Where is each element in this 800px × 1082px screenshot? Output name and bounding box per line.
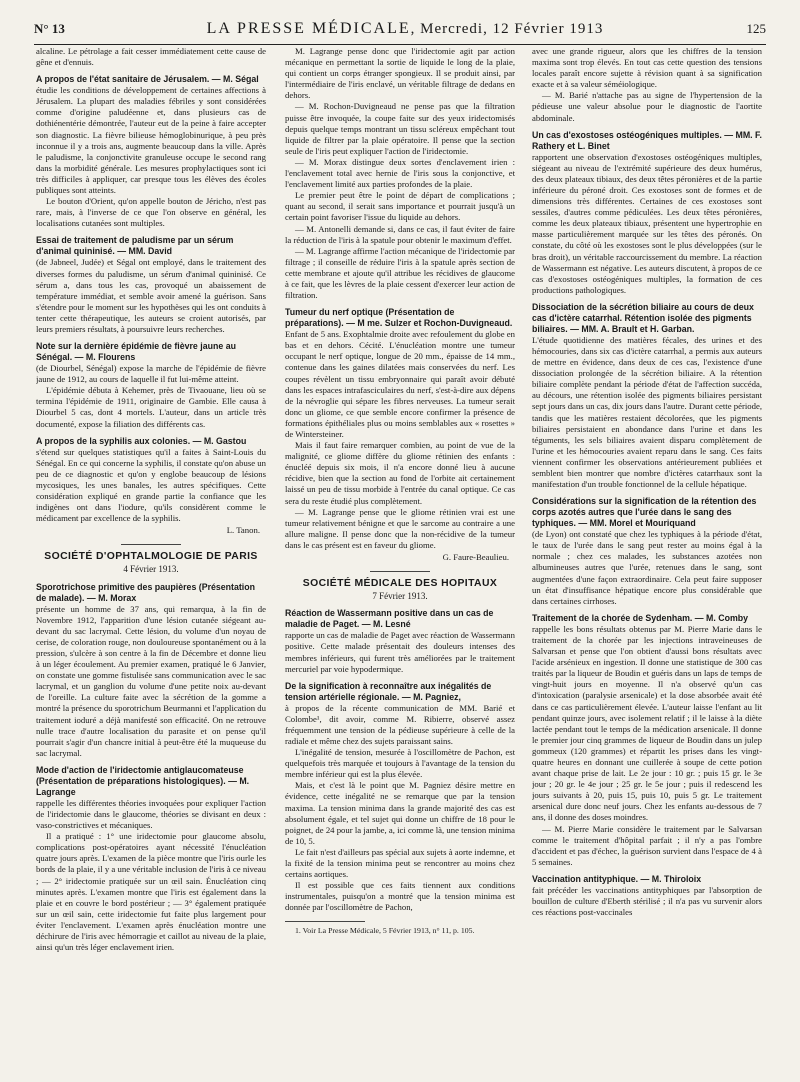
paragraph: Le bouton d'Orient, qu'on appelle bouton de Jéricho, n'est pas rare, mais, à l'inverse de ce que l'on observe en général, les localisations cutanées sont multiples. — [36, 196, 266, 229]
session-date: 4 Février 1913. — [123, 564, 179, 575]
paragraph: — M. Lagrange pense que le gliome rétinien vrai est une tumeur relativement bénigne et que le sarcome au contraire a une allure maligne. Il pense donc que la non-récidive de la tumeur dans le cas présent est en faveur du gliome. — [285, 506, 515, 550]
column-2 — [285, 46, 515, 1076]
issue-date: , Mercredi, 12 Février 1913 — [410, 21, 604, 37]
article-heading: Essai de traitement de paludisme par un sérum d'animal quininisé. — MM. David — [36, 235, 234, 257]
paragraph: alcaline. Le pétrolage a fait cesser immédiatement cette cause de gêne et d'ennuis. — [36, 46, 266, 68]
section-divider — [121, 544, 181, 545]
article-heading: Dissociation de la sécrétion biliaire au cours de deux cas d'ictère catarrhal. Rétention isolée des pigments biliaires. — MM. A. Brault et H. Garban. — [532, 301, 754, 334]
paragraph: M. Lagrange pense donc que l'iridectomie agit par action mécanique en permettant la sortie de liquide le long de la plaie, qui contient un corps étranger spongieux. Il se produit ainsi, par l'intermédiaire de l'iris enclavé, un véritable filtrage de dedans en dehors. — [285, 46, 515, 101]
paragraph: Mais il faut faire remarquer combien, au point de vue de la malignité, ce gliome diffère du gliome rétinien des enfants : énucléé depuis six mois, il n'a encore donné lieu à aucune récidive, bien que la section au fond de l'orbite ait certainement laissé un peu de tissu morbide à l'entrée du canal optique. Ce cas sera du reste étudié plus complètement. — [285, 440, 515, 506]
paper-name: LA PRESSE MÉDICALE — [206, 20, 411, 37]
paragraph: Le premier peut être le point de départ de complications ; quant au second, il serait sans importance et pourrait jusqu'à un certain point favoriser l'issue du liquide au dehors. — [285, 190, 515, 223]
paragraph: L'épidémie débuta à Kehemer, près de Tivaouane, lieu où se termina l'épidémie de 1911, originaire de Gambie. Elle causa à Diourbel 5 cas, dont 4 mortels. L'auteur, dans un article très documenté, expose la filiation des différents cas. — [36, 385, 266, 429]
paragraph: (de Lyon) ont constaté que chez les typhiques à la période d'état, le taux de l'urée dans le sang peut rester au moins égal à la normale ; chez ces malades, les substances azotées non albumineuses autres que l'urée, retenues dans le sang, sont augmentées d'une façon extraordinaire. Cela peut faire supposer un état d'insuffisance hépatique encore plus considérable que dans certaines cirrhoses. — [532, 529, 762, 606]
paragraph: s'étend sur quelques statistiques qu'il a faites à Saint-Louis du Sénégal. En ce qui concerne la syphilis, il constate qu'on abuse un peu de ce diagnostic et qu'on y englobe beaucoup de lésions mycosiques, les unes banales, les autres spécifiques. Cette considération expliqué en grande partie la confiance que les indigènes ont dans l'iodure, qu'ils considèrent comme le médicament par excellence de la syphilis. — [36, 446, 266, 524]
paragraph: rapporte un cas de maladie de Paget avec réaction de Wassermann positive. Cette malade présentait des douleurs intenses des membres inférieurs, qui furent très améliorées par le traitement mercuriel par voie hypodermique. — [285, 630, 515, 674]
page-header — [34, 20, 766, 45]
article-heading: A propos de l'état sanitaire de Jérusalem. — M. Ségal — [36, 74, 259, 85]
article-heading: Traitement de la chorée de Sydenham. — M. Comby — [532, 612, 749, 623]
section-divider — [370, 571, 430, 572]
masthead — [104, 20, 706, 38]
paragraph: — M. Pierre Marie considère le traitement par le Salvarsan comme le traitement d'hôpital parfait ; il n'y a pas l'ombre d'accident et pas d'échec, la guérison survient dans l'espace de 4 à 5 semaines. — [532, 823, 762, 867]
paragraph: L'inégalité de tension, mesurée à l'oscillomètre de Pachon, est quelquefois très marquée et toujours à l'avantage de la tension du membre inférieur qui est la plus élevée. — [285, 747, 515, 780]
article-heading: Réaction de Wassermann positive dans un cas de maladie de Paget. — M. Lesné — [285, 608, 494, 630]
paragraph: Enfant de 5 ans. Exophtalmie droite avec refoulement du globe en bas et en dehors. Cécité. L'énucléation montre une tumeur occupant le nerf optique, longue de 20 mm., épaisse de 14 mm., contenue dans les gaines dilatées mais conservées du nerf. Les coupes révèlent un tissu embryonnaire qui paraît avoir débuté dans les espaces intrafasciculaires du nerf, s'est-à-dire aux dépens de la névroglie qui sépare les fibres nerveuses. La tumeur serait donc un gliome, ce que semble encore confirmer la présence de formations épithéliales plus ou moins semblables aux « rosettes » de Wintersteiner. — [285, 329, 515, 439]
article-heading: Considérations sur la signification de la rétention des corps azotés autres que l'urée dans le sang des typhiques. — MM. Morel et Mouriquand — [532, 496, 757, 529]
paragraph: Mais, et c'est là le point que M. Pagniez désire mettre en évidence, cette inégalité ne se remarque que par la tension maxima. La tension minima dans la grande majorité des cas est absolument égale, et tel sujet qui donne un chiffre de 18 pour le poignet, de 24 pour la jambe, a, ici comme là, une tension minima de 10, 5. — [285, 780, 515, 846]
article-heading: A propos de la syphilis aux colonies. — M. Gastou — [36, 435, 247, 446]
paragraph: à propos de la récente communication de MM. Barié et Colombe¹, dit avoir, comme M. Ribierre, observé assez fréquemment une tension de la pédieuse supérieure à celle de la radiale et même chez des sujets paraissant sains. — [285, 702, 515, 746]
paragraph: rapportent une observation d'exostoses ostéogéniques multiples, siégeant au niveau de l'extrémité supérieure des deux humérus, des deux plateaux tibiaux, des deux têtes péronières et de la partie inférieure du péroné droit. Ces exostoses sont de formes et de dimensions très différentes. Certaines de ces exostoses sont sessiles, d'autres comme pédiculées. Les deux têtes péronières, comme les deux plateaux tibiaux, présentent une hypertrophie en masse particulièrement marquée sur les têtes des péronés. On constate, du côté où les exostoses sont le plus développées (sur le bras droit), un véritable raccourcissement du membre. La réaction de Wassermann est négative. Les auteurs discutent, à propos de ce cas d'exostoses ostéogéniques multiples, la formation de ces productions pathologiques. — [532, 151, 762, 295]
article-heading: Vaccination antityphique. — M. Thiroloix — [532, 873, 702, 884]
paragraph: avec une grande rigueur, alors que les chiffres de la tension maxima sont trop élevés. En tout cas cette question des tensions locales paraît encore sujette à révision quant à sa signification exacte et à sa valeur séméiologique. — [532, 46, 762, 90]
paragraph: fait précéder les vaccinations antityphiques par l'absorption de bouillon de culture d'Eberth stérilisé ; il n'a pas vu survenir alors ces réactions post-vaccinales — [532, 884, 762, 918]
article-heading: Un cas d'exostoses ostéogéniques multiples. — MM. F. Rathery et L. Binet — [532, 129, 762, 151]
author-signature: L. Tanon. — [226, 525, 260, 536]
article-heading: Tumeur du nerf optique (Présentation de préparations). — M me. Sulzer et Rochon-Duvigneaud. — [285, 307, 513, 329]
column-1 — [36, 46, 266, 1076]
paragraph: Il a pratiqué : 1° une iridectomie pour glaucome absolu, complications post-opératoires ayant nécessité l'énucléation quatre jours après. L'examen de la pièce montre que l'iris ourle les bords de la plaie, il y a une véritable inclusion de l'iris à ce niveau ; — 2° iridectomie pratiquée sur un œil sain. Énucléation cinq minutes après. L'examen montre que l'iris est également dans la plaie et en couvre le bord postérieur ; — 3° également pratiquée sur un œil sain, cette iridectomie fut faite plus largement pour éviter l'enclavement. L'examen après énucléation montre une déchirure de l'iris avec hémorragie et caillot au niveau de la plaie, ainsi qu'un très léger enclavement irien. — [36, 831, 266, 953]
paragraph: présente un homme de 37 ans, qui remarqua, à la fin de Novembre 1912, l'apparition d'une lésion cutanée siégeant au-devant du sac lacrymal. Cette lésion, du volume d'un noyau de cerise, de coloration rouge, non douloureuse spontanément ou à la pression, s'ulcère à son centre à la fin de Décembre et donne lieu à un léger écoulement. Au premier examen, pratiqué le 6 Janvier, on constate une gomme fistulisée sans communication avec le sac lacrymal, et un ganglion du volume d'une petite noix au-devant de l'oreille. La culture faite avec la sécrétion de la gomme a montré la présence du sporotrichum Beurmanni et l'application du traitement ioduré a déjà manifesté son efficacité. On ne retrouve nulle trace d'autre localisation du parasite et on pense qu'il pourrait s'agir d'un chancre initial à peut-être été la muqueuse du sac lacrymal. — [36, 603, 266, 758]
column-3 — [532, 46, 762, 1076]
paragraph: — M. Barié n'attache pas au signe de l'hypertension de la pédieuse une valeur absolue pour le diagnostic de l'aortite abdominale. — [532, 90, 762, 123]
society-title: SOCIÉTÉ MÉDICALE DES HOPITAUX — [302, 578, 498, 590]
society-title: SOCIÉTÉ D'OPHTALMOLOGIE DE PARIS — [44, 551, 258, 563]
author-signature: G. Faure-Beaulieu. — [442, 552, 509, 563]
article-heading: Sporotrichose primitive des paupières (Présentation de malade). — M. Morax — [36, 581, 256, 603]
footnote: 1. Voir La Presse Médicale, 5 Février 1913, n° 11, p. 105. — [295, 926, 475, 936]
paragraph: L'étude quotidienne des matières fécales, des urines et des hémocouries, dans six cas d'ictère catarrhal, a permis aux auteurs de mettre en évidence, dans deux de ces cas, l'existence d'une dissociation prolongée de la sécrétion biliaire. A la rétention biliaire complète pendant la période d'état de l'affection succéda, au décours, une rétention isolée des pigments biliaires persistant sept jours dans un cas, dix jours dans l'autre. Durant cette période, tandis que les matières restaient décolorées, que les pigments biliaires persistaient en abondance dans l'urine et dans les téguments, les sels biliaires avaient disparu complètement de l'urine et les hémocouries avaient reparu dans le sang. Ces faits viennent confirmer les observations antérieurement publiées et semblent bien montrer que nombre d'ictères catarrhaux sont la manifestation d'un trouble fonctionnel de la cellule hépatique. — [532, 334, 762, 490]
page-number: 125 — [746, 21, 766, 36]
paragraph: rappelle les bons résultats obtenus par M. Pierre Marie dans le traitement de la chorée par les injections intraveineuses de Salvarsan et pense que l'on obtient d'aussi bons résultats avec l'acide arsénieux en ingestion. Il donne une statistique de 300 cas traités par la liqueur de Boudin et guéris dans un laps de temps de vingt-huit jours en moyenne. Il n'a observé qu'un cas d'intoxication (paralysie arsenicale) et la dose absorbée avait été dans ce cas particulièrement élevée. L'auteur laisse l'enfant au lit pendant quinze jours, avec isolement relatif ; il le laisse à la diète lactée pendant tout le temps de la médication arsenicale. Il donne le premier jour cinq grammes de liqueur de Boudin dans un julep gommeux (120 grammes) et répartit les prises dans les vingt-quatre heures en donnant une cuillerée à soupe de cette potion avant chaque prise de lait. Le 2e jour : 10 gr. ; puis 15 gr. le 3e jour ; 20 gr. le 4e jour ; 25 gr. le 5e jour ; puis il redescend les jours suivants à 20, puis 15, puis 10, puis 5 gr. Le traitement arsenical dure donc neuf jours. Chez les enfants au-dessous de 7 ans, il donne des doses moindres. — [532, 623, 762, 823]
article-heading: De la signification à reconnaître aux inégalités de tension artérielle régionale. — M. Pagniez, — [285, 680, 492, 702]
footnote-divider — [285, 921, 365, 922]
paragraph: — M. Lagrange affirme l'action mécanique de l'iridectomie par filtrage ; il conseille de réduire l'iris à la spatule après section de cette membrane et ajoute qu'il attribue les récidives de glaucome à ce fait, que les lèvres de la plaie cessent d'exercer leur action de filtration. — [285, 245, 515, 301]
paragraph: — M. Antonelli demande si, dans ce cas, il faut éviter de faire la réduction de l'iris à la spatule pour obtenir le maximum d'effet. — [285, 223, 515, 245]
paragraph: — M. Rochon-Duvigneaud ne pense pas que la filtration puisse être invoquée, la coupe faite sur des yeux iridectomisés depuis quelque temps montrant un tissu scléreux empêchant tout liquide de filtrer par la plaie opératoire. Il pense que la section seule de l'iris peut expliquer l'action de l'iridectomie. — [285, 101, 515, 156]
paragraph: étudie les conditions de développement de certaines affections à Jérusalem. La plupart des maladies fébriles y sont considérées comme d'origine paludéenne et, dans plusieurs cas de dothiénentérie démontrée, l'auteur eut de la peine à faire accepter son diagnostic. La fièvre bilieuse hémoglobinurique, à peu près inconnue il y a trois ans, augmente beaucoup dans la ville. Après le paludisme, la conjonctivite granuleuse occupe le second rang dans la morbidité générale. Les mesures prophylactiques sont ici très difficiles à appliquer, car presque tous les élèves des écoles publiques sont atteints. — [36, 85, 266, 196]
paragraph: (de Jabneel, Judée) et Ségal ont employé, dans le traitement des diverses formes du paludisme, un sérum d'animal quininisé. Ce sérum a, dans tous les cas, provoqué un abaissement de température immédiat, et semble avoir amené la guérison. Sans s'étendre pour le moment sur les hypothèses qui les ont conduits à tenter cette thérapeutique, les auteurs se croient autorisés, par leurs premiers résultats, à poursuivre leurs recherches. — [36, 257, 266, 334]
paragraph: (de Diourbel, Sénégal) expose la marche de l'épidémie de fièvre jaune de 1912, au cours de laquelle il fut lui-même atteint. — [36, 363, 266, 385]
issue-number: N° 13 — [34, 21, 65, 36]
paragraph: rappelle les différentes théories invoquées pour expliquer l'action de l'iridectomie dans le glaucome, théories se divisant en deux : vaso-constrictives et mécaniques. — [36, 797, 266, 831]
paragraph: Il est possible que ces faits tiennent aux conditions instrumentales, puisqu'on a montré que la tension minima est donnée par l'oscillomètre de Pachon, — [285, 880, 515, 913]
paragraph: — M. Morax distingue deux sortes d'enclavement irien : l'enclavement total avec hernie de l'iris sous la conjonctive, et l'enclavement limité aux parties profondes de la plaie. — [285, 156, 515, 190]
article-heading: Mode d'action de l'iridectomie antiglaucomateuse (Présentation de préparations histologiques). — M. Lagrange — [36, 764, 250, 797]
article-heading: Note sur la dernière épidémie de fièvre jaune au Sénégal. — M. Flourens — [36, 341, 236, 363]
session-date: 7 Février 1913. — [372, 591, 428, 602]
paragraph: Le fait n'est d'ailleurs pas spécial aux sujets à aorte indemne, et la fixité de la tension minima peut se rencontrer au moins chez certains aortiques. — [285, 846, 515, 880]
